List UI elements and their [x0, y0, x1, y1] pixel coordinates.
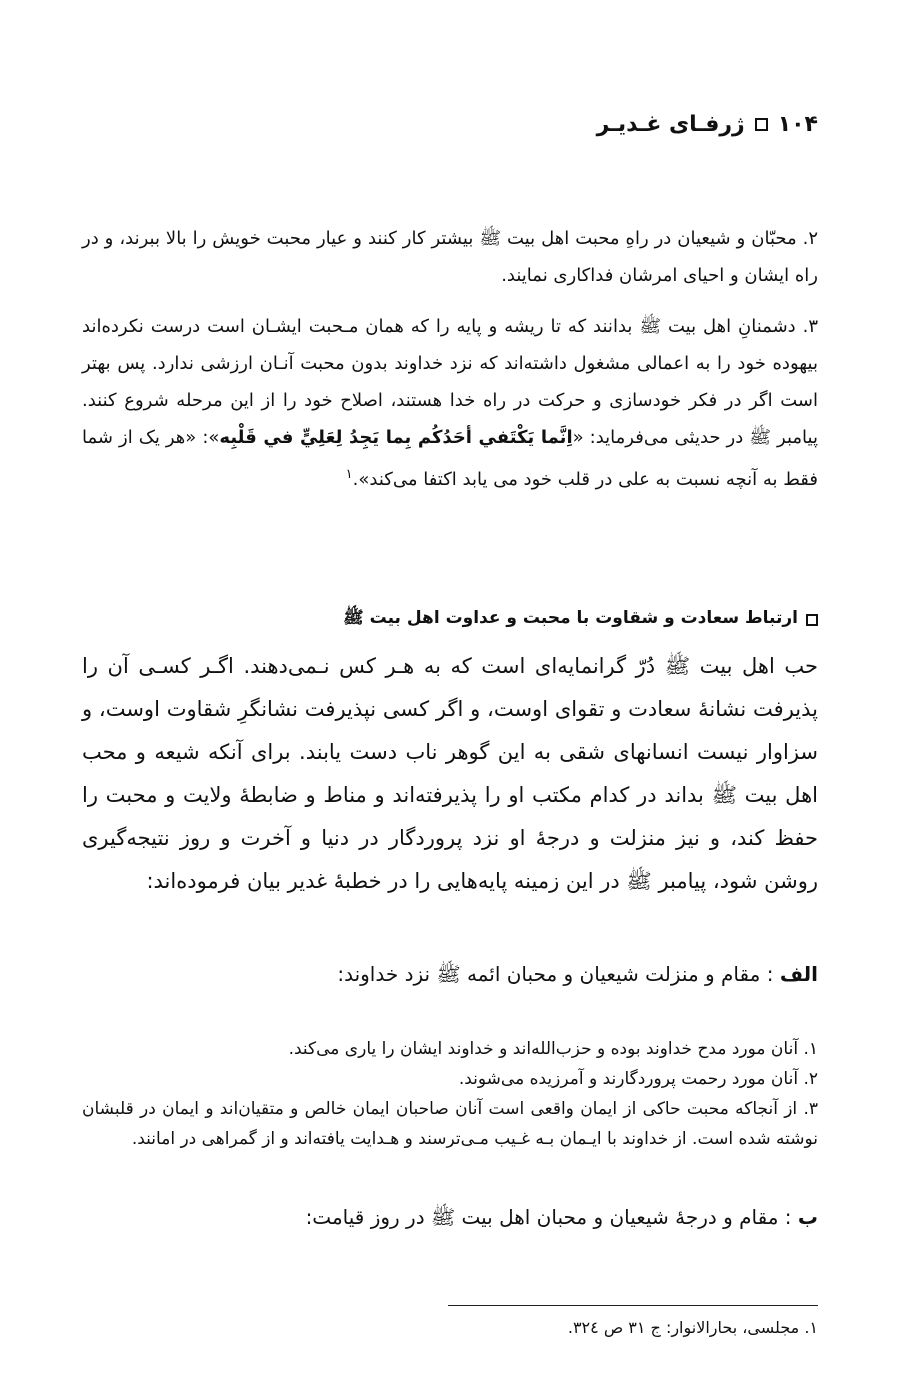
list-item: ۲. آنان مورد رحمت پروردگارند و آمرزیده می‌شوند.	[458, 1069, 818, 1089]
page-number: ۱۰۴	[777, 112, 818, 137]
alef-heading	[82, 962, 818, 991]
list-item: ۳. از آنجاکه محبت حاکی از ایمان واقعی است آنان صاحبان ایمان خالص و متقیان‌اند و ایمان در قلبشان نوشته شده است. از خداوند با ایـمان بـه غـیب مـی‌ترسند و هـدایت یافته‌اند و از گمراهی در امانند.	[82, 1099, 818, 1149]
section-heading: ارتباط سعادت و شقاوت با محبت و عداوت اهل بیت ﷺ	[82, 607, 818, 632]
be-heading	[82, 1205, 818, 1234]
list-item: ۲. محبّان و شیعیان در راهِ محبت اهل بیت ﷺ بیشتر کار کنند و عیار محبت خویش را بالا ببرند، و در راه ایشان و احیای امرشان فداکاری نمایند.	[82, 228, 818, 286]
square-icon	[755, 118, 768, 131]
footnote-mark: ۱	[345, 467, 353, 482]
list-top	[82, 220, 818, 498]
be-title: : مقام و درجهٔ شیعیان و محبان اهل بیت ﷺ در روز قیامت:	[305, 1205, 792, 1229]
footnote: ۱. مجلسی، بحارالانوار: ج ۳۱ ص ۳۲٤.	[567, 1318, 818, 1337]
book-title: ژرفـای غـدیـر	[596, 112, 745, 137]
be-label: ب	[797, 1205, 818, 1229]
footnote-divider	[448, 1305, 818, 1306]
paragraph: حب اهل بیت ﷺ دُرّ گرانمایه‌ای است که به هـر کس نـمی‌دهند. اگـر کسـی آن را پذیرفت نشانهٔ سعادت و تقوای اوست، و اگر کسی نپذیرفت نشانگرِ شقاوت اوست، و سزاوار نیست انسانهای شقی به این گوهر ناب دست یابند. برای آنکه شیعه و محب اهل بیت ﷺ بداند در کدام مکتب او را پذیرفته‌اند و مناط و ضابطهٔ ولایت و محبت را حفظ کند، و نیز منزلت و درجهٔ او نزد پروردگار در دنیا و آخرت و روز نتیجه‌گیری روشن شود، پیامبر ﷺ در این زمینه پایه‌هایی را در خطبهٔ غدیر بیان فرموده‌اند:	[82, 654, 818, 893]
list-item: ۳. دشمنانِ اهل بیت ﷺ بدانند که تا ریشه و پایه را که همان مـحبت ایشـان است درست نکرده‌اند بیهوده خود را به اعمالی مشغول داشته‌اند که نزد خداوند بدون محبت آنـان ارزشی ندارد. پس بهتر است اگر در فکر خودسازی و حرکت در راه خدا هستند، اصلاح خود را از این مرحله شروع کنند. پیامبر ﷺ در حدیثی می‌فرماید: «اِنَّما يَكْتَفي أحَدُكُم بِما يَجِدُ لِعَلِيٍّ في قَلْبِه»: «هر یک از شما فقط به آنچه نسبت به علی در قلب خود می یابد اکتفا می‌کند».$^۱$	[82, 316, 818, 490]
hadith-text: اِنَّما يَكْتَفي أحَدُكُم بِما يَجِدُ لِعَلِيٍّ في قَلْبِه	[219, 427, 573, 448]
alef-label: الف	[779, 962, 818, 986]
section-body	[82, 645, 818, 903]
alef-list	[82, 1034, 818, 1154]
page-header	[82, 112, 818, 137]
alef-title: : مقام و منزلت شیعیان و محبان ائمه ﷺ نزد خداوند:	[337, 962, 774, 986]
list-item: ۱. آنان مورد مدح خداوند بوده و حزب‌الله‌اند و خداوند ایشان را یاری می‌کند.	[288, 1039, 818, 1059]
square-icon	[806, 614, 818, 626]
